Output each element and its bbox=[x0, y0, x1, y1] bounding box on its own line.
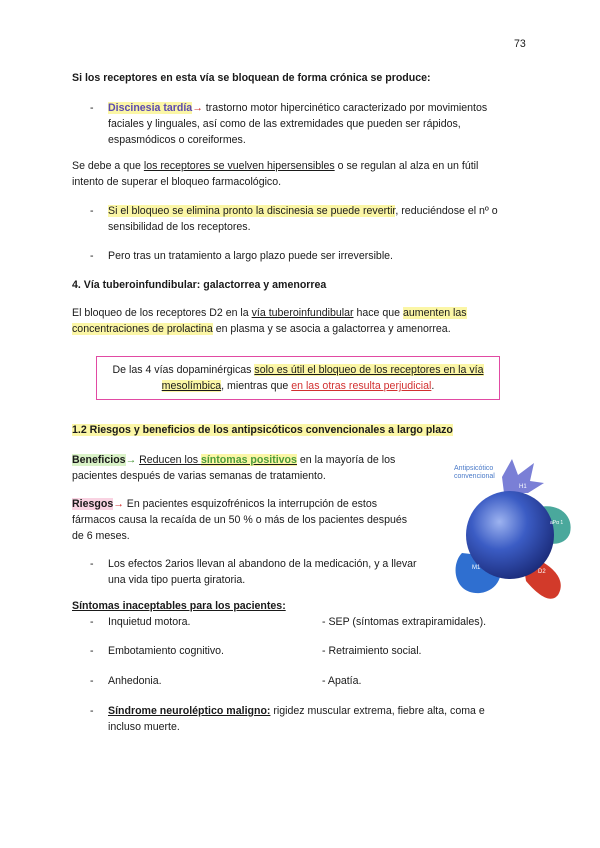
bullet-dash: - bbox=[90, 558, 94, 570]
text-span: incluso muerte. bbox=[108, 721, 180, 733]
label-riesgos: Riesgos bbox=[72, 498, 114, 510]
text-span: 1.2 Riesgos y beneficios de los antipsicóticos convencionales a largo plazo bbox=[72, 424, 453, 436]
bullet-irreversible: Pero tras un tratamiento a largo plazo puede ser irreversible. bbox=[108, 250, 394, 262]
text-span: Los efectos 2arios llevan al abandono de la medicación, y a llevar bbox=[108, 558, 417, 570]
text-span: , mientras que bbox=[221, 380, 292, 392]
highlighted-text: Si el bloqueo se elimina pronto la discinesia se puede revertir bbox=[108, 205, 396, 217]
bullet-dash: - bbox=[90, 675, 94, 687]
paragraph-riesgos bbox=[72, 496, 432, 544]
paragraph-hypersensitive bbox=[72, 158, 532, 190]
text-span: rigidez muscular extrema, fiebre alta, coma e bbox=[270, 705, 485, 717]
text-span: o se regulan al alza en un fútil bbox=[334, 160, 479, 172]
underlined-text: vía tuberoinfundibular bbox=[251, 307, 354, 319]
text-span: En pacientes esquizofrénicos la interrupción de estos bbox=[123, 498, 378, 510]
text-span: intento de superar el bloqueo farmacológico. bbox=[72, 176, 282, 188]
bullet-dash: - bbox=[90, 250, 94, 262]
section-heading-tuberoinfundibular: 4. Vía tuberoinfundibular: galactorrea y amenorrea bbox=[72, 279, 327, 291]
label-h1: H1 bbox=[519, 484, 527, 490]
text-span: trastorno motor hipercinético caracterizado por movimientos bbox=[202, 102, 488, 114]
text-span: fármacos causa la recaída de un 50 % o más de los pacientes después bbox=[72, 514, 408, 526]
label-beneficios: Beneficios bbox=[72, 454, 126, 466]
positive-symptoms: síntomas positivos bbox=[200, 454, 297, 466]
arrow-icon: → bbox=[125, 454, 137, 466]
text-span: en plasma y se asocia a galactorrea y amenorrea. bbox=[212, 323, 451, 335]
symptom-item: Inquietud motora. bbox=[108, 616, 191, 628]
callout-box-mesolimbic bbox=[96, 356, 500, 400]
text-span: faciales y linguales, así como de las extremidades que pueden ser rápidos, bbox=[108, 118, 461, 130]
bullet-discinesia-tardia bbox=[108, 100, 528, 148]
bullet-dash: - bbox=[90, 705, 94, 717]
text-span: . bbox=[431, 380, 435, 392]
text-span: de 6 meses. bbox=[72, 530, 130, 542]
label-d2: D2 bbox=[538, 569, 546, 575]
text-span: Se debe a que bbox=[72, 160, 144, 172]
section-heading-risks-benefits bbox=[72, 422, 453, 438]
arrow-icon: → bbox=[192, 102, 203, 114]
underlined-text bbox=[139, 454, 297, 466]
text-span: , reduciéndose el nº o bbox=[395, 205, 498, 217]
bullet-revolving-door bbox=[108, 556, 438, 588]
bullet-dash: - bbox=[90, 205, 94, 217]
bullet-reversible bbox=[108, 203, 528, 235]
text-span: De las 4 vías dopaminérgicas bbox=[112, 364, 255, 376]
bullet-nms bbox=[108, 703, 528, 735]
paragraph-prolactin bbox=[72, 305, 532, 337]
bullet-dash: - bbox=[90, 616, 94, 628]
text-span: espasmódicos o coreiformes. bbox=[108, 134, 246, 146]
symptom-item: - Apatía. bbox=[322, 675, 362, 687]
arrow-icon: → bbox=[113, 498, 124, 510]
symptom-item: Anhedonia. bbox=[108, 675, 162, 687]
underlined-highlight: solo es útil el bloqueo de los receptores en la vía bbox=[254, 364, 484, 376]
label-alpha1: aPα 1 bbox=[550, 520, 564, 526]
text-span: sensibilidad de los receptores. bbox=[108, 221, 251, 233]
text-span: una vida tipo puerta giratoria. bbox=[108, 574, 246, 586]
receptor-figure bbox=[440, 455, 580, 605]
section-heading-chronic-block: Si los receptores en esta vía se bloquean de forma crónica se produce: bbox=[72, 72, 431, 84]
term-nms: Síndrome neuroléptico maligno: bbox=[108, 705, 271, 717]
bullet-dash: - bbox=[90, 102, 94, 114]
paragraph-beneficios bbox=[72, 452, 422, 484]
underlined-text: los receptores se vuelven hipersensibles bbox=[143, 160, 335, 172]
text-span: hace que bbox=[353, 307, 403, 319]
symptom-item: - SEP (síntomas extrapiramidales). bbox=[322, 616, 487, 628]
text-span: El bloqueo de los receptores D2 en la bbox=[72, 307, 252, 319]
highlighted-text: aumenten las bbox=[403, 307, 467, 319]
underlined-highlight: mesolímbica bbox=[161, 380, 222, 392]
highlighted-text: concentraciones de prolactina bbox=[72, 323, 213, 335]
bullet-dash: - bbox=[90, 645, 94, 657]
text-span: Antipsicótico bbox=[454, 465, 494, 472]
figure-title bbox=[454, 465, 495, 481]
red-underlined-text: en las otras resulta perjudicial bbox=[291, 380, 432, 392]
term-discinesia-tardia: Discinesia tardía bbox=[108, 102, 193, 114]
page-number: 73 bbox=[514, 38, 526, 50]
text-span: convencional bbox=[454, 473, 495, 480]
label-m1: M1 bbox=[472, 565, 481, 571]
text-span: pacientes después de varias semanas de tratamiento. bbox=[72, 470, 326, 482]
section-heading-unacceptable-symptoms: Síntomas inaceptables para los pacientes: bbox=[72, 600, 286, 612]
symptom-item: Embotamiento cognitivo. bbox=[108, 645, 225, 657]
symptom-item: - Retraimiento social. bbox=[322, 645, 422, 657]
text-span: en la mayoría de los bbox=[296, 454, 396, 466]
text-span: Reducen los bbox=[139, 454, 201, 466]
